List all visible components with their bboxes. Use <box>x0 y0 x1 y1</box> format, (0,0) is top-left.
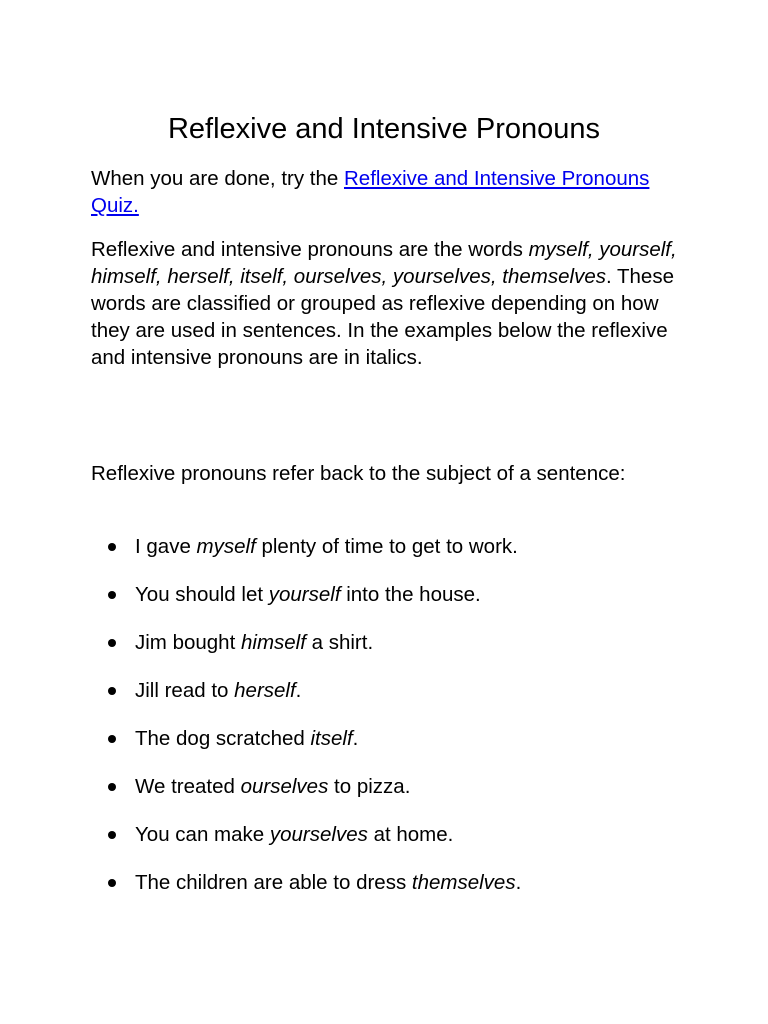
list-item: I gave myself plenty of time to get to work. <box>108 533 521 560</box>
list-item: We treated ourselves to pizza. <box>108 773 521 800</box>
bullet-icon <box>108 639 116 647</box>
example-pronoun: myself <box>196 535 256 558</box>
examples-list <box>108 533 521 917</box>
bullet-icon <box>108 591 116 599</box>
list-item: Jill read to herself. <box>108 677 521 704</box>
description-pronoun-list: myself, yourself, himself, herself, itself, ourselves, yourselves, themselves <box>91 238 677 288</box>
bullet-icon <box>108 783 116 791</box>
example-pronoun: itself <box>310 727 353 750</box>
list-item: The children are able to dress themselves. <box>108 869 521 896</box>
bullet-icon <box>108 687 116 695</box>
reflexive-intro-paragraph: Reflexive pronouns refer back to the subject of a sentence: <box>91 462 626 485</box>
intro-prefix: When you are done, try the <box>91 167 344 190</box>
list-item: You can make yourselves at home. <box>108 821 521 848</box>
example-pronoun: ourselves <box>240 775 329 798</box>
page-title: Reflexive and Intensive Pronouns <box>167 113 601 145</box>
bullet-icon <box>108 879 116 887</box>
bullet-icon <box>108 735 116 743</box>
bullet-icon <box>108 543 116 551</box>
example-pronoun: themselves <box>411 871 516 894</box>
description-after: . These words are classified or grouped as reflexive depending on how they are used in sentences. In the examples below the reflexive and intensive pronouns are in italics. <box>91 265 674 369</box>
list-item: The dog scratched itself. <box>108 725 521 752</box>
example-pronoun: yourself <box>268 583 341 606</box>
example-pronoun: yourselves <box>269 823 368 846</box>
example-pronoun: himself <box>240 631 306 654</box>
bullet-icon <box>108 831 116 839</box>
example-pronoun: herself <box>234 679 296 702</box>
intro-paragraph <box>91 165 681 219</box>
list-item: You should let yourself into the house. <box>108 581 521 608</box>
description-before: Reflexive and intensive pronouns are the words <box>91 238 529 261</box>
quiz-link[interactable]: Reflexive and Intensive Pronouns Quiz. <box>91 167 650 217</box>
description-paragraph <box>91 236 691 371</box>
list-item: Jim bought himself a shirt. <box>108 629 521 656</box>
